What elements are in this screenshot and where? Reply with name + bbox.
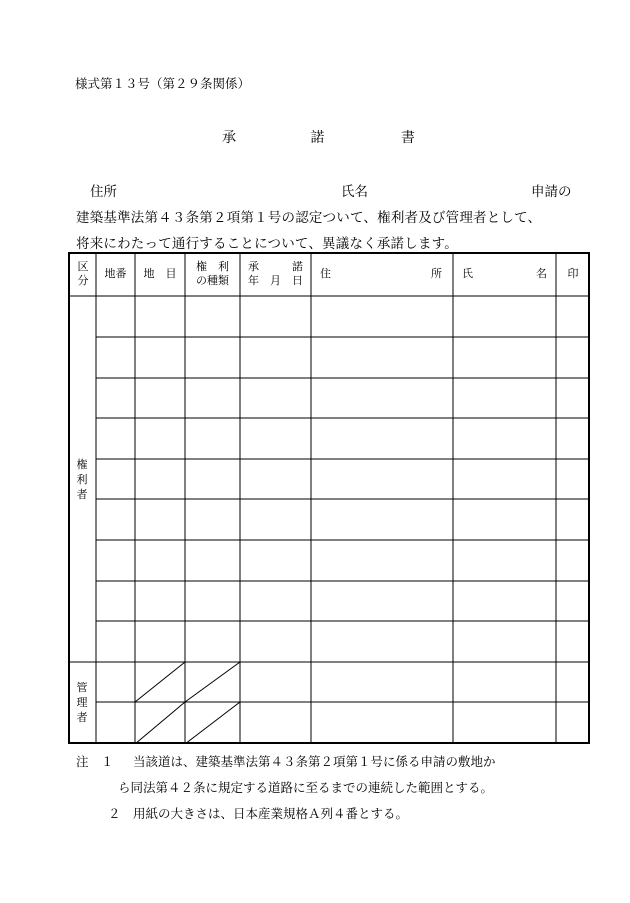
consent-table: [68, 252, 590, 744]
group-manager: [75, 680, 89, 725]
header-consent-date-2: 年 月 日: [248, 274, 303, 287]
group-rights-holder: [75, 457, 89, 502]
header-consent-date-1: 承 諾: [248, 260, 303, 273]
group-manager-1: 管: [76, 681, 88, 694]
header-kubun-1: 区: [77, 260, 89, 273]
group-rights-holder-3: 者: [76, 488, 88, 501]
address-label: 住所: [90, 184, 117, 200]
header-name-1: 氏: [462, 267, 473, 280]
note-2-number: ２: [108, 806, 121, 821]
table-grid: [68, 252, 590, 744]
note-1-text: 当該道は、建築基準法第４３条第２項第１号に係る申請の敷地か: [133, 754, 496, 769]
document-title: [222, 127, 415, 147]
applicant-suffix: 申請の: [531, 184, 572, 200]
intro-line-2: 建築基準法第４３条第２項第１号の認定ついて、権利者及び管理者として、: [76, 210, 542, 226]
group-manager-3: 者: [76, 711, 88, 724]
title-char-1: 承: [222, 130, 236, 146]
header-chimoku: 地 目: [143, 267, 177, 280]
header-kubun-2: 分: [77, 274, 89, 287]
header-right-type-2: の種類: [196, 274, 229, 287]
header-seal: 印: [567, 267, 579, 280]
title-char-3: 書: [400, 130, 415, 146]
header-consent-date: [240, 260, 311, 288]
form-number: 様式第１３号（第２９条関係）: [75, 76, 251, 91]
note-2-text: 用紙の大きさは、日本産業規格Ａ列４番とする。: [133, 806, 409, 821]
group-rights-holder-1: 権: [76, 458, 88, 471]
header-chiban: 地番: [104, 267, 127, 280]
group-manager-2: 理: [76, 696, 88, 709]
note-1-continued: ら同法第４２条に規定する道路に至るまでの連続した範囲とする。: [118, 780, 494, 795]
header-kubun: [74, 260, 92, 288]
name-label: 氏名: [341, 184, 368, 200]
header-right-type: [185, 260, 240, 288]
intro-line-3: 将来にわたって通行することについて、異議なく承諾します。: [76, 236, 458, 252]
header-address-2: 所: [431, 267, 442, 280]
header-name-2: 名: [536, 267, 547, 280]
header-right-type-1: 権 利: [196, 260, 229, 273]
group-rights-holder-2: 利: [76, 473, 88, 486]
title-char-2: 諾: [310, 130, 325, 146]
header-address-1: 住: [320, 267, 331, 280]
note-1-number: 注 １: [76, 754, 114, 769]
